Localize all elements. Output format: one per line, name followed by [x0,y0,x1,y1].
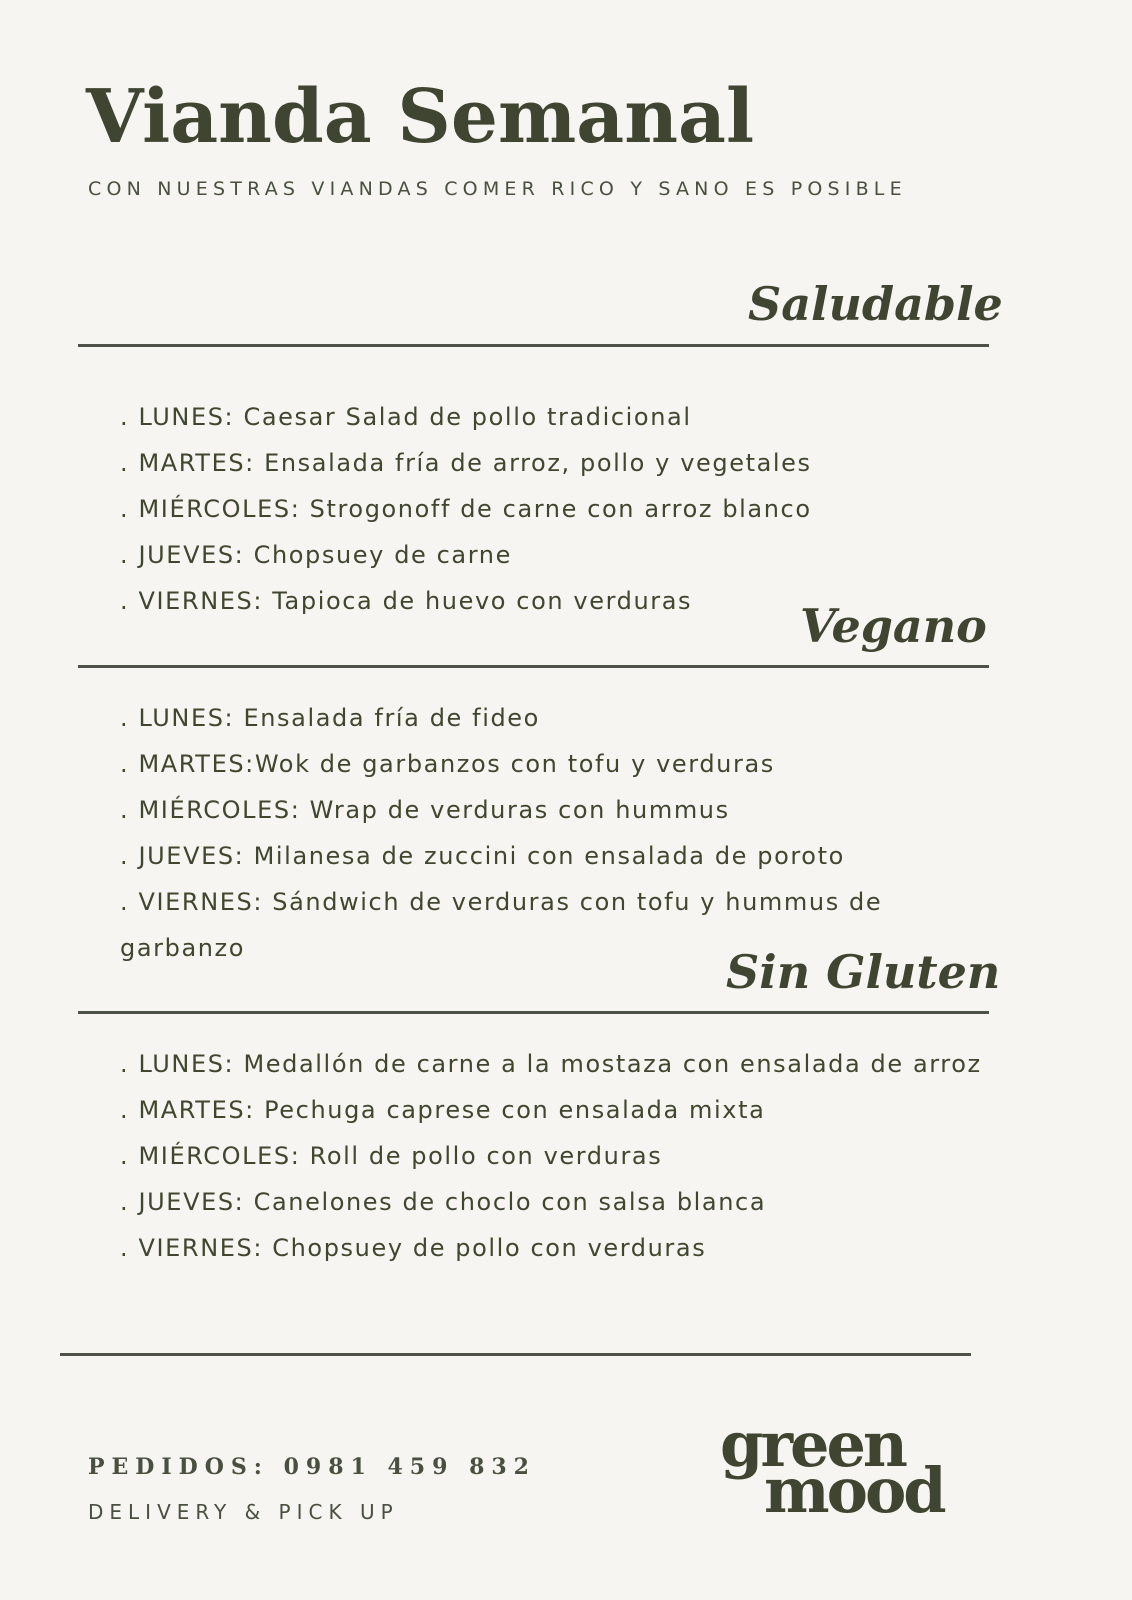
list-item: . LUNES: Medallón de carne a la mostaza con ensalada de arroz [120,1050,982,1078]
list-item: . MIÉRCOLES: Roll de pollo con verduras [120,1142,663,1170]
menu-list-saludable [120,394,1000,624]
list-item: . VIERNES: Chopsuey de pollo con verduras [120,1234,707,1262]
section-divider [78,344,989,347]
list-item: . MARTES: Ensalada fría de arroz, pollo y vegetales [120,449,812,477]
list-item: . MARTES: Pechuga caprese con ensalada mixta [120,1096,766,1124]
page-title: Vianda Semanal [86,74,755,160]
logo-line-1: green [720,1408,905,1481]
list-item: . MIÉRCOLES: Wrap de verduras con hummus [120,796,730,824]
list-item: . MARTES:Wok de garbanzos con tofu y verduras [120,750,775,778]
list-item: . JUEVES: Chopsuey de carne [120,541,512,569]
section-divider [78,1011,989,1014]
section-divider [78,665,989,668]
section-title-sin-gluten: Sin Gluten [726,945,1001,999]
section-title-saludable: Saludable [748,277,1003,331]
footer-divider [60,1353,971,1356]
delivery-note: DELIVERY & PICK UP [88,1500,399,1524]
page-subtitle: CON NUESTRAS VIANDAS COMER RICO Y SANO ES POSIBLE [88,178,907,200]
list-item: . LUNES: Caesar Salad de pollo tradicional [120,403,692,431]
menu-list-sin-gluten [120,1041,1000,1271]
list-item: . VIERNES: Sándwich de verduras con tofu y hummus de garbanzo [120,888,883,962]
list-item: . JUEVES: Milanesa de zuccini con ensalada de poroto [120,842,845,870]
list-item: . VIERNES: Tapioca de huevo con verduras [120,587,693,615]
list-item: . JUEVES: Canelones de choclo con salsa blanca [120,1188,767,1216]
logo-line-2: mood [764,1454,944,1527]
brand-logo [720,1408,950,1538]
list-item: . LUNES: Ensalada fría de fideo [120,704,540,732]
menu-list-vegano [120,695,1000,971]
list-item: . MIÉRCOLES: Strogonoff de carne con arroz blanco [120,495,812,523]
section-title-vegano: Vegano [800,599,987,653]
orders-phone: PEDIDOS: 0981 459 832 [88,1454,536,1480]
